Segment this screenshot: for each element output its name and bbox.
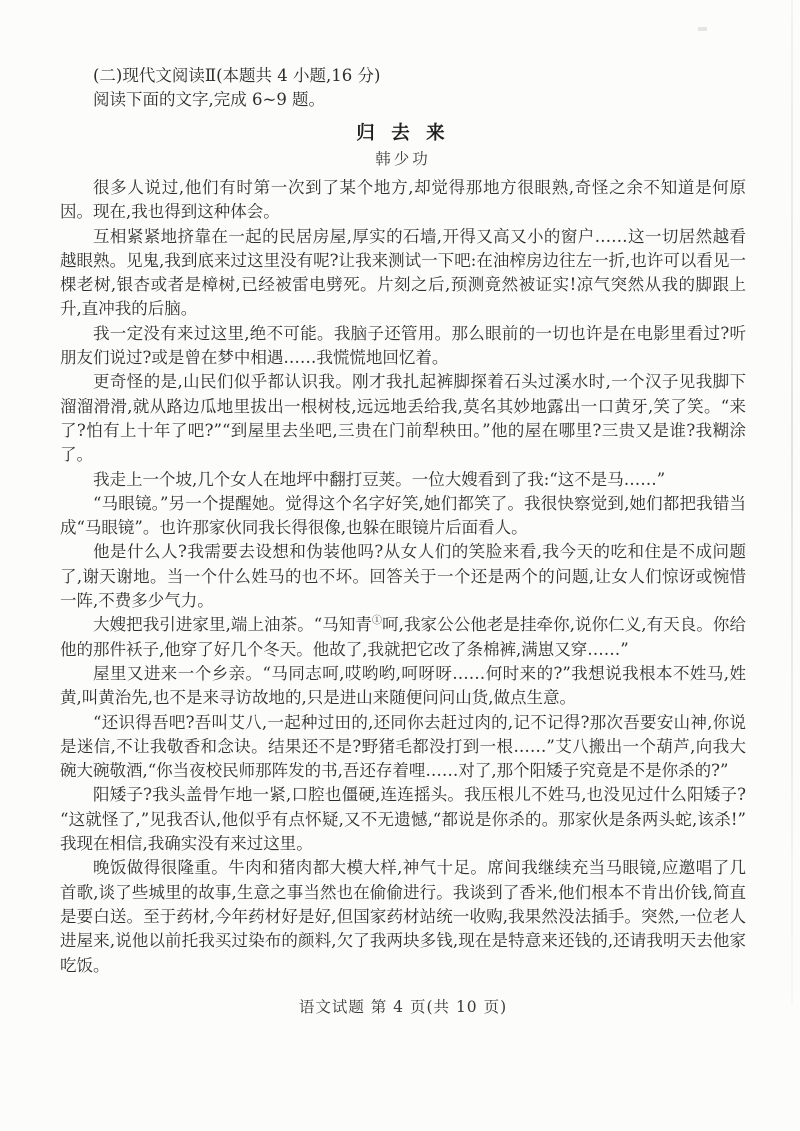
page-number-footer: 语文试题 第 4 页(共 10 页) bbox=[298, 997, 508, 1016]
passage-body bbox=[60, 176, 746, 978]
paragraph-2: 互相紧紧地挤靠在一起的民居房屋,厚实的石墙,开得又高又小的窗户……这一切居然越看越眼熟。见鬼,我到底来过这里没有呢?让我来测试一下吧:在油榨房边往左一折,也许可以看见一棵老树,银杏或者是樟树,已经被雷电劈死。片刻之后,预测竟然被证实!凉气突然从我的脚跟上升,直冲我的后脑。 bbox=[60, 226, 746, 319]
reading-instruction: 阅读下面的文字,完成 6~9 题。 bbox=[93, 90, 326, 109]
paragraph-5: 我走上一个坡,几个女人在地坪中翻打豆荚。一位大嫂看到了我:“这不是马……” bbox=[93, 469, 666, 489]
scan-edge-shadow bbox=[791, 0, 793, 1005]
paragraph-8: 大嫂把我引进家里,端上油茶。“马知青①呵,我家公公他老是挂牵你,说你仁义,有天良。你给他的那件袄子,他穿了好几个冬天。他故了,我就把它改了条棉裤,满崽又穿……” bbox=[60, 615, 746, 659]
section-header: (二)现代文阅读Ⅱ(本题共 4 小题,16 分) bbox=[93, 66, 381, 85]
paragraph-3: 我一定没有来过这里,绝不可能。我脑子还管用。那么眼前的一切也许是在电影里看过?听朋友们说过?或是曾在梦中相遇……我慌慌地回忆着。 bbox=[60, 323, 746, 368]
paragraph-12: 晚饭做得很隆重。牛肉和猪肉都大模大样,神气十足。席间我继续充当马眼镜,应邀唱了几首歌,谈了些城里的故事,生意之事当然也在偷偷进行。我谈到了香米,他们根本不肯出价钱,简直是要白送。至于药材,今年药材好是好,但国家药材站统一收购,我果然没法插手。突然,一位老人进屋来,说他以前托我买过染布的颜料,欠了我两块多钱,现在是特意来还钱的,还请我明天去他家吃饭。 bbox=[60, 858, 746, 975]
paragraph-11: 阳矮子?我头盖骨乍地一紧,口腔也僵硬,连连摇头。我压根儿不姓马,也没见过什么阳矮子?“这就怪了,”见我否认,他似乎有点怀疑,又不无遗憾,“都说是你杀的。那家伙是条两头蛇,该杀!”我现在相信,我确实没有来过这里。 bbox=[60, 785, 746, 854]
paragraph-9: 屋里又进来一个乡亲。“马同志呵,哎哟哟,呵呀呀……何时来的?”我想说我根本不姓马,姓黄,叫黄治先,也不是来寻访故地的,只是进山来随便问问山货,做点生意。 bbox=[60, 663, 746, 708]
paragraph-10: “还识得吾吧?吾叫艾八,一起种过田的,还同你去赶过肉的,记不记得?那次吾要安山神,你说是迷信,不让我敬香和念诀。结果还不是?野猪毛都没打到一根……”艾八搬出一个葫芦,向我大碗大碗敬酒,“你当夜校民师那阵发的书,吾还存着哩……对了,那个阳矮子究竟是不是你杀的?” bbox=[60, 712, 746, 781]
scan-speck-artifact bbox=[698, 27, 707, 31]
paragraph-7: 他是什么人?我需要去设想和伪装他吗?从女人们的笑脸来看,我今天的吃和住是不成问题了,谢天谢地。当一个什么姓马的也不坏。回答关于一个还是两个的问题,让女人们惊讶或惋惜一阵,不费多少气力。 bbox=[60, 542, 746, 611]
passage-title: 归 去 来 bbox=[356, 123, 450, 144]
paragraph-4: 更奇怪的是,山民们似乎都认识我。刚才我扎起裤脚探着石头过溪水时,一个汉子见我脚下溜溜滑滑,就从路边瓜地里拔出一根树枝,远远地丢给我,莫名其妙地露出一口黄牙,笑了笑。“来了?怕有上十年了吧?”“到屋里去坐吧,三贵在门前犁秧田。”他的屋在哪里?三贵又是谁?我糊涂了。 bbox=[60, 372, 746, 465]
paragraph-6: “马眼镜。”另一个提醒她。觉得这个名字好笑,她们都笑了。我很快察觉到,她们都把我错当成“马眼镜”。也许那家伙同我长得很像,也躲在眼镜片后面看人。 bbox=[60, 493, 746, 538]
passage-author: 韩少功 bbox=[375, 150, 431, 168]
paragraph-1: 很多人说过,他们有时第一次到了某个地方,却觉得那地方很眼熟,奇怪之余不知道是何原因。现在,我也得到这种体会。 bbox=[60, 178, 746, 222]
